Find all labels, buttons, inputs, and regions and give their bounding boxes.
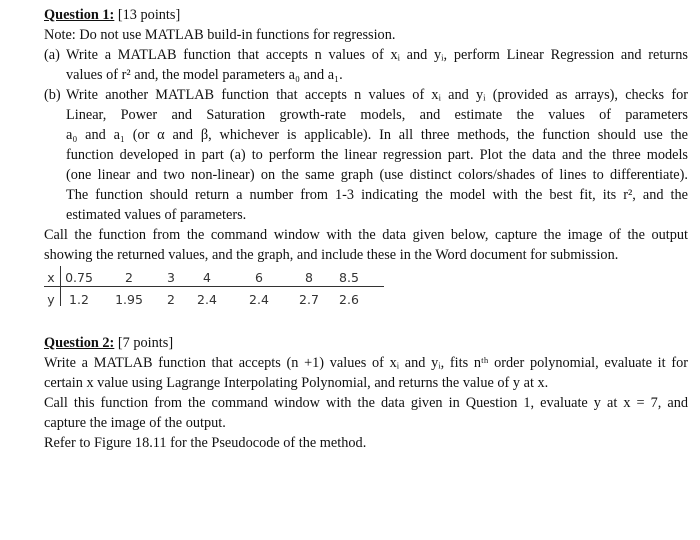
call-line-1: Call the function from the command window with the data given below, capture the image of the output — [44, 227, 688, 243]
table-x-cell: 8.5 — [339, 270, 359, 285]
question-2-title: Question 2: — [44, 335, 115, 351]
question-1-title: Question 1: — [44, 7, 115, 23]
table-y-cell: 2.6 — [339, 292, 359, 307]
table-y-cell: 2 — [167, 292, 175, 307]
table-x-cell: 3 — [167, 270, 175, 285]
question-1-note: Note: Do not use MATLAB build-in functions for regression. — [44, 27, 396, 43]
table-y-label: y — [47, 292, 55, 307]
table-x-cell: 2 — [125, 270, 133, 285]
table-y-cell: 1.95 — [115, 292, 143, 307]
table-y-cell: 2.4 — [197, 292, 217, 307]
part-a-line-2: values of r² and, the model parameters a₀ and a₁. — [66, 67, 343, 83]
data-table — [44, 266, 384, 312]
question-2-heading — [44, 334, 173, 354]
table-x-cell: 0.75 — [65, 270, 93, 285]
question-2-line-5: Refer to Figure 18.11 for the Pseudocode of the method. — [44, 435, 367, 451]
part-b-line-6: The function should return a number from 1-3 indicating the model with the best fit, its r², and the — [66, 187, 688, 203]
table-x-label: x — [47, 270, 55, 285]
part-b-line-4: function developed in part (a) to perform the linear regression part. Plot the data and the three models — [66, 147, 688, 163]
question-2-line-3: Call this function from the command window with the data given in Question 1, evaluate y at x = 7, and — [44, 395, 688, 411]
question-2-points: [7 points] — [114, 335, 174, 351]
part-b-line-5: (one linear and two non-linear) on the same graph (use distinct colors/shades of lines to differentiate). — [66, 167, 688, 183]
table-x-cell: 8 — [305, 270, 313, 285]
part-b-line-7: estimated values of parameters. — [66, 207, 247, 223]
question-2-line-2: certain x value using Lagrange Interpolating Polynomial, and returns the value of y at x. — [44, 375, 549, 391]
table-y-cell: 2.4 — [249, 292, 269, 307]
table-y-cell: 2.7 — [299, 292, 319, 307]
table-x-cell: 4 — [203, 270, 211, 285]
question-1-points: [13 points] — [114, 7, 181, 23]
question-2-line-4: capture the image of the output. — [44, 415, 226, 431]
table-y-cell: 1.2 — [69, 292, 89, 307]
call-line-2: showing the returned values, and the graph, and include these in the Word document for submission. — [44, 247, 619, 263]
part-b-label: (b) — [44, 87, 61, 103]
question-2-line-1: Write a MATLAB function that accepts (n +1) values of xᵢ and yᵢ, fits nᵗʰ order polynomial, evaluate it for — [44, 355, 688, 371]
part-a-label: (a) — [44, 47, 60, 63]
part-b-line-2: Linear, Power and Saturation growth-rate models, and estimate the values of parameters — [66, 107, 688, 123]
part-b-line-3: a₀ and a₁ (or α and β, whichever is applicable). In all three methods, the function should use the — [66, 127, 688, 143]
question-1-heading — [44, 6, 180, 26]
part-b-line-1: Write another MATLAB function that accepts n values of xᵢ and yᵢ (provided as arrays), checks for — [66, 87, 688, 103]
table-x-cell: 6 — [255, 270, 263, 285]
part-a-line-1: Write a MATLAB function that accepts n values of xᵢ and yᵢ, perform Linear Regression and returns — [66, 47, 688, 63]
